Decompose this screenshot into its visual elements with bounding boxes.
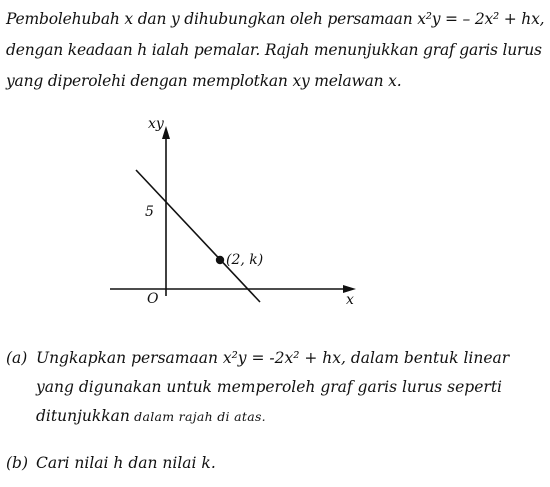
intro-line-1: Pembolehubah x dan y dihubungkan oleh persamaan x²y = – 2x² + hx, [6,10,545,28]
y-intercept-label: 5 [145,204,154,220]
question-b-text: Cari nilai h dan nilai k. [36,454,216,472]
y-axis-label: xy [148,116,164,132]
question-a-line-1: Ungkapkan persamaan x²y = -2x² + hx, dalam bentuk linear [36,349,510,367]
intro-line-2: dengan keadaan h ialah pemalar. Rajah menunjukkan graf garis lurus [6,41,542,59]
intro-paragraph [6,4,544,97]
question-a-label: (a) [6,349,28,367]
origin-label: O [147,291,159,307]
question-a-line-2: yang digunakan untuk memperoleh graf garis lurus seperti [36,378,502,396]
question-a-line-3 [36,402,266,431]
straight-line [136,170,260,302]
question-a-line-3-main: ditunjukkan [36,407,130,425]
intro-line-3: yang diperolehi dengan memplotkan xy melawan x. [6,72,402,90]
point-label: (2, k) [226,252,264,268]
question-b-label: (b) [6,454,29,472]
x-axis-label: x [346,292,354,308]
straight-line-graph [100,112,370,322]
point-2-k [216,256,224,264]
question-a-line-3-small: dalam rajah di atas. [129,409,266,424]
